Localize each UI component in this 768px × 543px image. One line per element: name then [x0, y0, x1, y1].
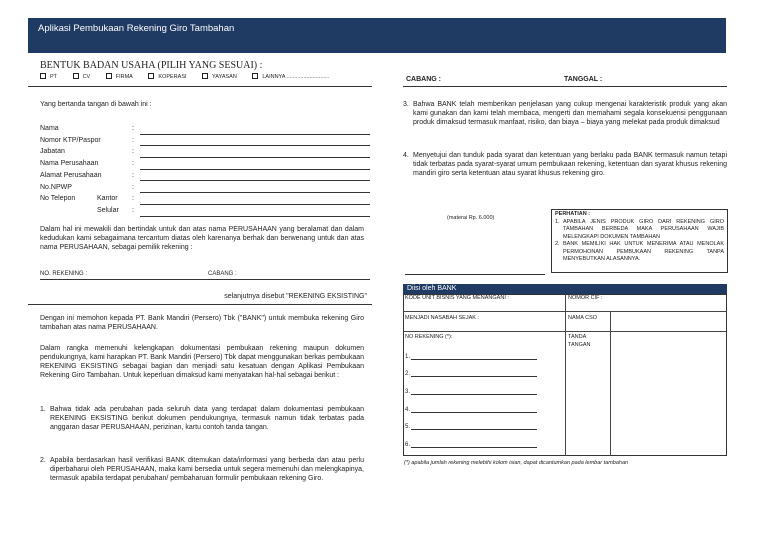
represent-paragraph: Dalam hal ini mewakili dan bertindak untuk dan atas nama PERUSAHAAN yang beralamat dan dalam kedudukan kami sebagaimana tercantum diatas oleh karenanya berhak dan berwenang untuk dan atas nama PERUSAHAAN, sebagai pemilik rekening : — [40, 226, 364, 251]
divider-left-mid — [28, 304, 372, 305]
signature-line[interactable] — [405, 274, 545, 275]
checkbox-yayasan[interactable] — [202, 73, 208, 79]
cabang-label-left: CABANG : — [208, 271, 237, 277]
field-nama-perusahaan[interactable]: Nama Perusahaan : — [40, 159, 370, 171]
divider-left-top — [28, 86, 372, 87]
nasabah-sejak-label: MENJADI NASABAH SEJAK : — [405, 315, 479, 321]
rekening-line-1[interactable]: 1. — [405, 351, 537, 361]
option-cv[interactable]: CV — [73, 73, 91, 81]
option-koperasi[interactable]: KOPERASI — [148, 73, 186, 81]
perhatian-item-2: 2. BANK MEMILIKI HAK UNTUK MENERIMA ATAU MENOLAK PERMOHONAN PEMBUKAAN REKENING TANPA MENYEBUTKAN ALASANNYA. — [555, 241, 724, 262]
rekening-line-4[interactable]: 4. — [405, 404, 537, 414]
no-rekening-bank-label: NO REKENING (*): — [405, 334, 453, 340]
materai-text: (materai Rp. 6.000) — [447, 215, 495, 221]
bank-section-header: Diisi oleh BANK — [403, 284, 727, 294]
rekening-line-5[interactable]: 5. — [405, 421, 537, 431]
divider-right-top — [403, 86, 727, 87]
checkbox-pt[interactable] — [40, 73, 46, 79]
intro-text: Yang bertanda tangan di bawah ini : — [40, 101, 152, 108]
checkbox-cv[interactable] — [73, 73, 79, 79]
checkbox-koperasi[interactable] — [148, 73, 154, 79]
kode-unit-label: KODE UNIT BISNIS YANG MENANGANI : — [405, 295, 509, 301]
perhatian-title: PERHATIAN : — [555, 211, 591, 217]
request-paragraph: Dengan ini memohon kepada PT. Bank Mandiri (Persero) Tbk ("BANK") untuk membuka rekening Giro tambahan atas nama PERUSAHAAN. — [40, 315, 364, 331]
field-jabatan[interactable]: Jabatan : — [40, 147, 370, 159]
context-paragraph: Dalam rangka memenuhi kelengkapan dokumentasi pembukaan rekening maupun dokumen pendukungnya, kami harapkan PT. Bank Mandiri (Persero) Tbk dapat menggunakan berkas pembukaan REKENING EKSISTING sebagai bagian dan menjadi satu kesatuan dengan Aplikasi Pembukaan Rekening Giro Tambahan. Untuk keperluan dimaksud kami menyatakan hal-hal sebagai berikut : — [40, 345, 364, 379]
badan-usaha-title: BENTUK BADAN USAHA (PILIH YANG SESUAI) : — [40, 60, 263, 71]
option-firma[interactable]: FIRMA — [106, 73, 133, 81]
no-rekening-line[interactable] — [40, 279, 370, 280]
rekening-line-3[interactable]: 3. — [405, 386, 537, 396]
tanda-tangan-label: TANDA TANGAN — [568, 334, 591, 348]
field-telepon-selular[interactable]: Selular : — [40, 206, 370, 218]
tanggal-label: TANGGAL : — [564, 76, 603, 83]
field-telepon-kantor[interactable]: No Telepon Kantor : — [40, 194, 370, 206]
rekening-line-6[interactable]: 6. — [405, 439, 537, 449]
header-bar — [28, 18, 726, 53]
checkbox-firma[interactable] — [106, 73, 112, 79]
footnote: (*) apabila jumlah rekening melebihi kolom isian, dapat dicantumkan pada lembar tambahan — [404, 460, 629, 466]
nomor-cif-label: NOMOR CIF : — [568, 295, 603, 301]
nama-cso-label: NAMA CSO — [568, 315, 598, 321]
badan-usaha-options — [40, 73, 343, 81]
no-rekening-label: NO. REKENING : — [40, 271, 88, 277]
rekening-line-2[interactable]: 2. — [405, 368, 537, 378]
option-pt[interactable]: PT — [40, 73, 57, 81]
checkbox-lainnya[interactable] — [252, 73, 258, 79]
app-title: Aplikasi Pembukaan Rekening Giro Tambahan — [38, 23, 235, 34]
option-lainnya[interactable]: LAINNYA ............................ — [252, 73, 329, 81]
field-ktp[interactable]: Nomor KTP/Paspor : — [40, 136, 370, 148]
perhatian-item-1: 1. APABILA JENIS PRODUK GIRO DARI REKENING GIRO TAMBAHAN BERBEDA MAKA PERUSAHAAN WAJIB MELENGKAPI DOKUMEN TAMBAHAN — [555, 218, 724, 240]
perhatian-box — [551, 209, 728, 273]
cabang-label-right: CABANG : — [406, 76, 441, 83]
field-nama[interactable]: Nama : — [40, 124, 370, 136]
existing-note: selanjutnya disebut "REKENING EKSISTING" — [224, 293, 367, 300]
field-alamat-perusahaan[interactable]: Alamat Perusahaan : — [40, 171, 370, 183]
option-yayasan[interactable]: YAYASAN — [202, 73, 237, 81]
field-npwp[interactable]: No.NPWP : — [40, 183, 370, 195]
